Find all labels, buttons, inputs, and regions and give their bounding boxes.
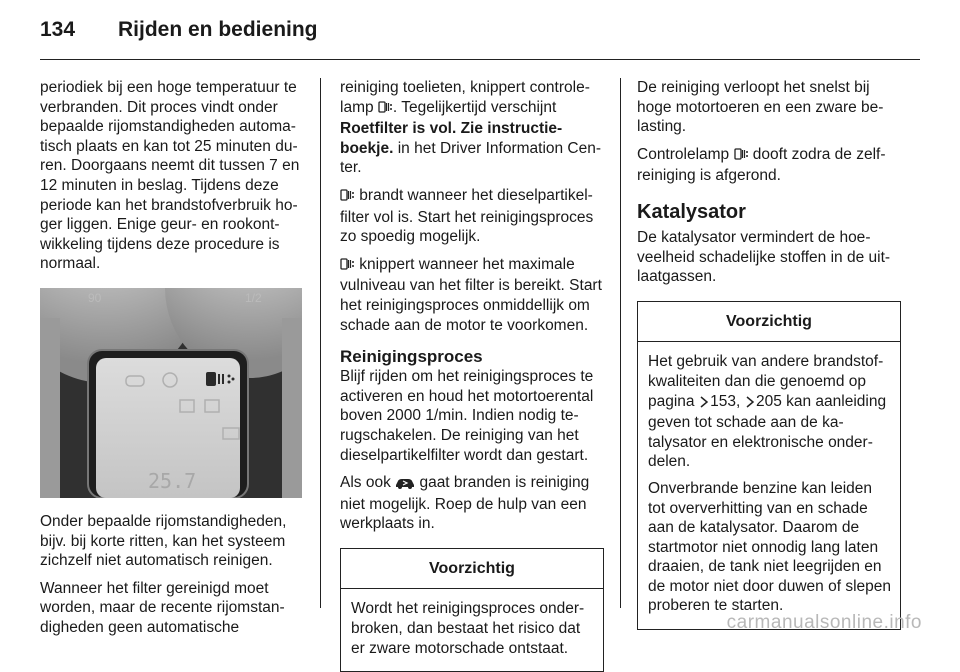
display-value: 25.7	[148, 468, 197, 493]
section-heading: Reinigingsproces	[340, 347, 483, 367]
gauge-label-right: 1/2	[245, 290, 262, 305]
paragraph: Als ook gaat branden is reiniging niet mogelijk. Roep de hulp van een werkplaats in.	[340, 474, 590, 533]
dpf-filter-icon	[340, 188, 355, 208]
paragraph: Blijf rijden om het reinigingsproces te activeren en houd het motortoerental boven 2000 1/min. Indien nodig terugschakelen. De reiniging van het dieselpartikelfilter wordt dan gestart.	[340, 368, 594, 464]
column-divider	[320, 78, 321, 608]
column-3	[637, 78, 901, 630]
section-heading: Katalysator	[637, 200, 746, 223]
paragraph: brandt wanneer het dieselpartikelfilter vol is. Start het reinigingsproces zo spoedig mogelijk.	[340, 186, 594, 246]
page-ref-link[interactable]: 153	[710, 392, 737, 410]
paragraph: reiniging toelieten, knippert controlelamp . Tegelijkertijd verschijnt Roetfilter is vol. Zie instructieboekje. in het Driver Information Center.	[340, 79, 602, 177]
page-header	[40, 18, 318, 48]
instrument-cluster-image	[40, 288, 302, 498]
dpf-filter-icon	[734, 147, 749, 167]
paragraph: knippert wanneer het maximale vulniveau van het filter is bereikt. Start het reinigingsproces onmiddellijk om schade aan de motor te voorkomen.	[340, 255, 602, 334]
page-ref-link[interactable]: 205	[755, 392, 782, 410]
dpf-filter-icon	[340, 257, 355, 277]
column-2	[340, 78, 604, 672]
caution-title: Voorzichtig	[341, 549, 603, 590]
caution-text: Onverbrande benzine kan leiden tot oververhitting van en schade aan de katalysator. Daarom de startmotor niet onnodig lang laten draaien, de tank niet leegrijden en de motor niet door duwen of slepen proberen te starten.	[648, 479, 891, 615]
page-ref-icon	[745, 394, 755, 414]
service-car-icon	[395, 475, 415, 495]
gauge-label-left: 90	[88, 290, 102, 305]
header-rule	[40, 59, 920, 60]
caution-title: Voorzichtig	[638, 302, 900, 343]
paragraph: De katalysator vermindert de hoeveelheid schadelijke stoffen in de uitlaatgassen.	[637, 228, 891, 286]
paragraph: Wanneer het filter gereinigd moet worden, maar de recente rijomstandigheden geen automatische	[40, 579, 285, 636]
caution-box	[637, 301, 901, 630]
watermark: carmanualsonline.info	[726, 612, 922, 633]
caution-box	[340, 548, 604, 672]
caution-text: Wordt het reinigingsproces onderbroken, dan bestaat het risico dat er zware motorschade ontstaat.	[351, 600, 585, 657]
page-ref-icon	[699, 394, 709, 414]
caution-text: Het gebruik van andere brandstofkwaliteiten dan die genoemd op pagina 153, 205 kan aanleiding geven tot schade aan de katalysator en elektronische onderdelen.	[648, 353, 887, 471]
paragraph: De reiniging verloopt het snelst bij hoge motortoeren en een zware belasting.	[637, 79, 884, 136]
dpf-filter-icon	[378, 100, 393, 120]
page-title: Rijden en bediening	[118, 18, 318, 41]
page-number: 134	[40, 18, 76, 41]
column-1	[40, 78, 302, 646]
paragraph: Onder bepaalde rijomstandigheden, bijv. bij korte ritten, kan het systeem zichzelf niet automatisch reinigen.	[40, 512, 287, 570]
paragraph: Controlelamp dooft zodra de zelfreiniging is afgerond.	[637, 145, 886, 185]
paragraph: periodiek bij een hoge temperatuur te verbranden. Dit proces vindt onder bepaalde rijomstandigheden automatisch plaats en kan tot 25 minuten duren. Doorgaans neemt dit tussen 7 en 12 minuten in beslag. Tijdens deze periode kan het brandstofverbruik hoger liggen. Enige geur- en rookontwikkeling tijdens deze procedure is normaal.	[40, 79, 300, 273]
instrument-cluster-illustration	[40, 288, 302, 498]
column-divider	[620, 78, 621, 608]
